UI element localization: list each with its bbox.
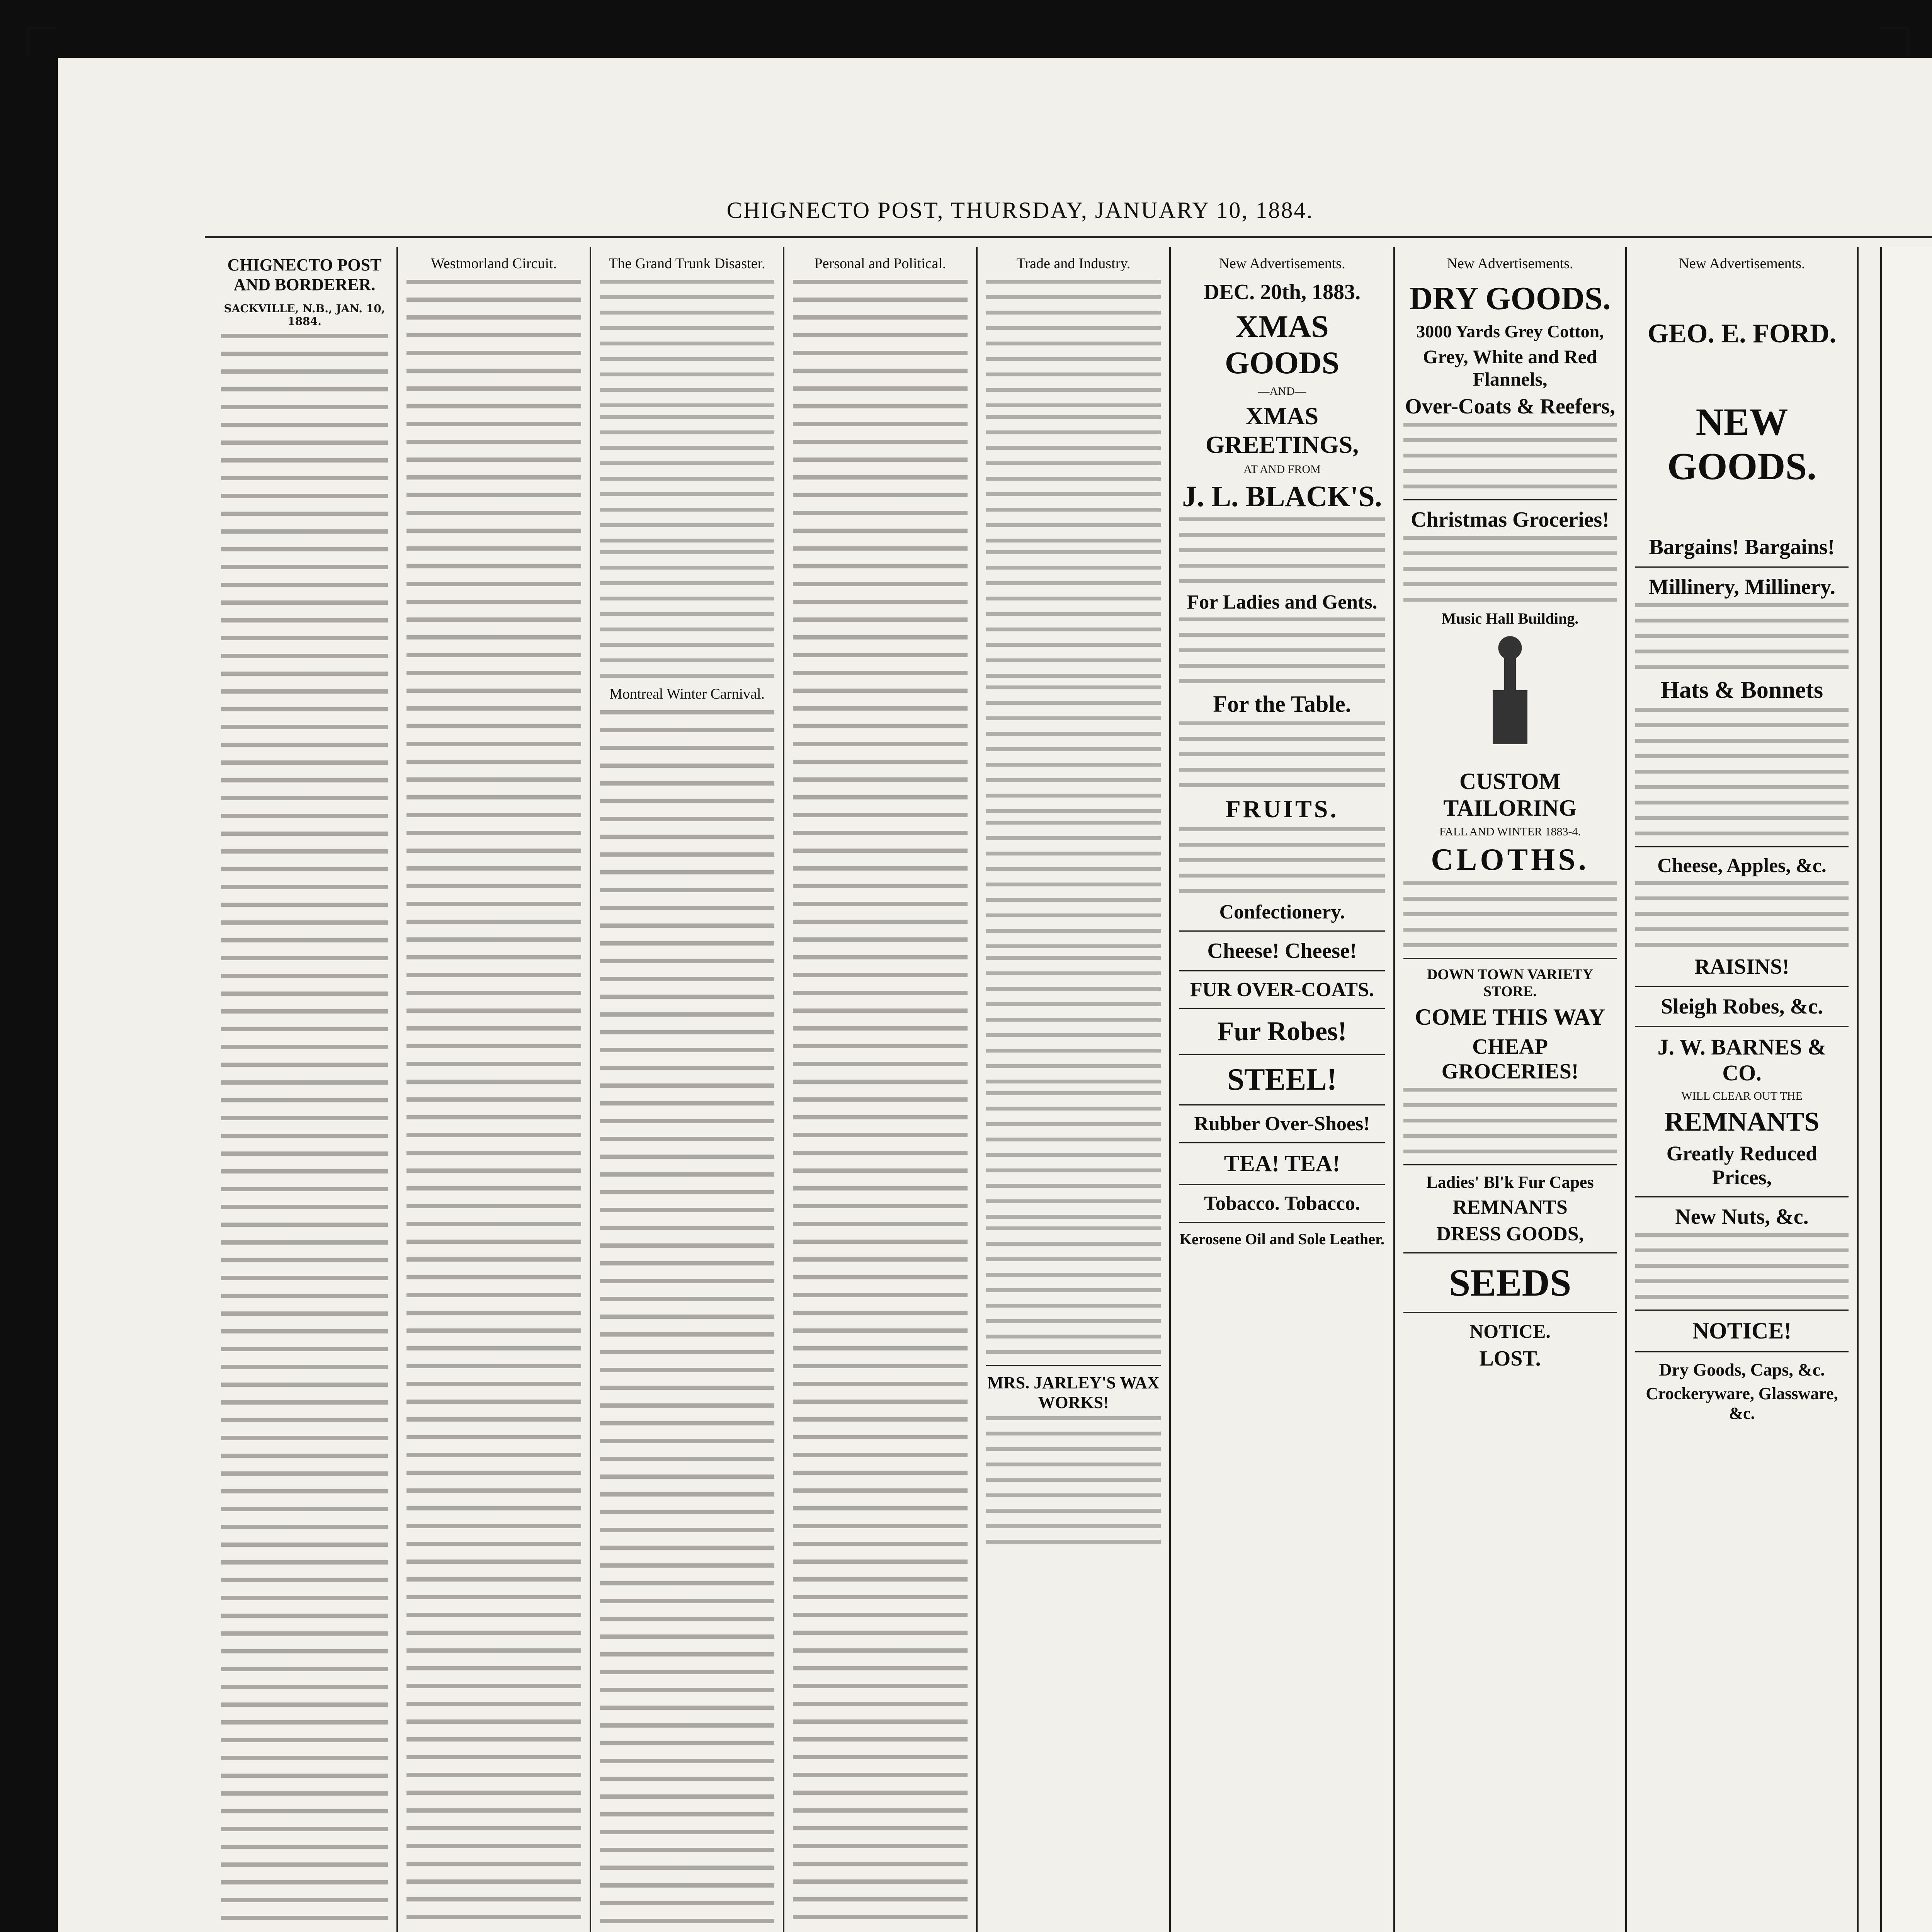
divider <box>1635 986 1849 987</box>
ad-text: WILL CLEAR OUT THE <box>1681 1090 1803 1102</box>
divider <box>1179 1104 1385 1105</box>
ad-headline: NOTICE. <box>1469 1320 1551 1342</box>
ad-headline: Crockeryware, Glassware, &c. <box>1646 1384 1838 1423</box>
ad-headline: FUR OVER-COATS. <box>1190 979 1374 1001</box>
column-circuit <box>398 247 591 1932</box>
ad-text <box>1179 617 1385 687</box>
ad-date: DEC. 20th, 1883. <box>1203 280 1361 304</box>
ad-headline: J. W. BARNES & CO. <box>1657 1034 1827 1085</box>
ad-headline: REMNANTS <box>1664 1107 1820 1137</box>
ad-headline: For the Table. <box>1213 691 1351 717</box>
ad-headline: DRESS GOODS, <box>1436 1223 1584 1245</box>
ad-headline: For Ladies and Gents. <box>1187 591 1378 613</box>
divider <box>1635 846 1849 847</box>
ad-headline: FRUITS. <box>1225 795 1339 823</box>
ad-headline: Dry Goods, Caps, &c. <box>1659 1360 1825 1379</box>
ad-headline: Bargains! Bargains! <box>1649 535 1835 559</box>
ad-headline: Greatly Reduced Prices, <box>1666 1142 1818 1189</box>
column-heading: New Advertisements. <box>1679 255 1805 272</box>
article-text <box>793 280 968 1932</box>
ad-headline: Sleigh Robes, &c. <box>1661 995 1823 1019</box>
article-text <box>986 1091 1161 1223</box>
ad-text <box>1403 881 1617 951</box>
divider <box>1179 930 1385 932</box>
ad-text <box>1179 517 1385 587</box>
divider <box>1635 1310 1849 1311</box>
article-text <box>986 956 1161 1087</box>
article-text <box>406 280 581 1932</box>
column-heading: Trade and Industry. <box>1016 255 1131 272</box>
ad-headline: Rubber Over-Shoes! <box>1194 1113 1370 1135</box>
crop-mark-top-left <box>27 27 57 57</box>
divider <box>1403 1312 1617 1313</box>
ad-text <box>1635 708 1849 839</box>
dateline: SACKVILLE, N.B., JAN. 10, 1884. <box>224 302 385 328</box>
divider <box>1635 1351 1849 1352</box>
article-text <box>221 334 388 1932</box>
article-text <box>600 280 774 411</box>
column-heading: New Advertisements. <box>1219 255 1345 272</box>
ad-headline: MRS. JARLEY'S WAX WORKS! <box>987 1373 1160 1412</box>
column-heading: The Grand Trunk Disaster. <box>609 255 765 272</box>
ad-headline: New Nuts, &c. <box>1675 1205 1809 1229</box>
divider <box>1635 566 1849 568</box>
ad-headline: Hats & Bonnets <box>1660 677 1823 703</box>
ad-headline: REMNANTS <box>1452 1196 1568 1218</box>
ad-headline: LOST. <box>1479 1347 1541 1371</box>
column-ads-2 <box>1395 247 1627 1932</box>
column-heading: Personal and Political. <box>814 255 946 272</box>
article-text <box>986 821 1161 952</box>
divider <box>1179 1184 1385 1185</box>
masthead: CHIGNECTO POST, THURSDAY, JANUARY 10, 1884. <box>726 197 1314 223</box>
ad-headline: DRY GOODS. <box>1409 281 1611 316</box>
ad-text <box>1403 1088 1617 1157</box>
ad-text: —AND— <box>1258 385 1306 398</box>
article-text <box>986 280 1161 411</box>
ad-headline: TEA! TEA! <box>1224 1151 1340 1176</box>
divider <box>1403 499 1617 500</box>
ad-text <box>1635 1233 1849 1303</box>
ad-text <box>1403 423 1617 492</box>
ad-headline: CHEAP GROCERIES! <box>1441 1035 1579 1083</box>
tailor-figure-illustration <box>1481 632 1539 764</box>
divider <box>1179 1054 1385 1055</box>
article-text <box>986 550 1161 682</box>
article-text <box>986 1226 1161 1358</box>
divider <box>1635 1196 1849 1197</box>
ad-text: AT AND FROM <box>1243 463 1321 476</box>
article-text <box>600 550 774 682</box>
ad-headline: NEW GOODS. <box>1667 400 1817 488</box>
ad-headline: Christmas Groceries! <box>1411 508 1609 532</box>
divider <box>1403 1252 1617 1253</box>
divider <box>1403 1164 1617 1165</box>
column-trade <box>978 247 1171 1932</box>
article-text <box>986 415 1161 546</box>
ad-text <box>1179 827 1385 897</box>
ad-store-name: J. L. BLACK'S. <box>1182 480 1382 513</box>
column-heading: New Advertisements. <box>1447 255 1573 272</box>
article-text <box>600 415 774 546</box>
ad-headline: Tobacco. Tobacco. <box>1204 1192 1361 1214</box>
section-heading: Montreal Winter Carnival. <box>609 686 765 702</box>
newspaper-page <box>58 58 1932 1932</box>
ad-headline: DOWN TOWN VARIETY STORE. <box>1427 966 1594 1000</box>
divider <box>1179 1142 1385 1143</box>
ad-headline: RAISINS! <box>1694 955 1789 979</box>
ad-headline: Cheese! Cheese! <box>1207 939 1357 963</box>
ad-headline: Kerosene Oil and Sole Leather. <box>1180 1230 1384 1248</box>
ad-headline: XMAS GREETINGS, <box>1205 402 1359 458</box>
divider <box>1179 1222 1385 1223</box>
ad-headline: SEEDS <box>1449 1261 1571 1304</box>
divider <box>986 1365 1161 1366</box>
ad-headline: XMAS GOODS <box>1225 309 1340 380</box>
ad-headline: NOTICE! <box>1692 1318 1792 1344</box>
column-grand-trunk <box>591 247 784 1932</box>
ad-headline: GEO. E. FORD. <box>1647 319 1837 349</box>
divider <box>1179 1008 1385 1009</box>
ad-headline: Millinery, Millinery. <box>1648 575 1835 599</box>
adjacent-page-edge <box>1880 247 1932 1932</box>
ad-headline: CUSTOM TAILORING <box>1443 769 1577 821</box>
crop-mark-top-right <box>1879 27 1910 57</box>
column-personal <box>784 247 978 1932</box>
column-heading: CHIGNECTO POST AND BORDERER. <box>227 255 382 294</box>
ad-headline: Fur Robes! <box>1217 1017 1347 1046</box>
ad-headline: Over-Coats & Reefers, <box>1405 395 1615 418</box>
ad-text: Music Hall Building. <box>1441 610 1579 627</box>
columns <box>213 247 1932 1932</box>
article-text <box>600 710 774 1932</box>
ad-text: FALL AND WINTER 1883-4. <box>1439 825 1581 838</box>
ad-text <box>1179 721 1385 791</box>
ad-headline: 3000 Yards Grey Cotton, <box>1416 321 1604 341</box>
ad-text <box>1635 881 1849 951</box>
ad-headline: CLOTHS. <box>1431 843 1589 877</box>
ad-text <box>1403 536 1617 605</box>
column-ads-3 <box>1627 247 1859 1932</box>
ad-headline: Confectionery. <box>1219 901 1345 923</box>
ad-headline: COME THIS WAY <box>1415 1004 1605 1030</box>
divider <box>1635 1026 1849 1027</box>
ad-headline: Cheese, Apples, &c. <box>1657 855 1827 877</box>
ad-headline: Ladies' Bl'k Fur Capes <box>1426 1173 1594 1192</box>
masthead-rule <box>205 236 1932 238</box>
column-editorial <box>213 247 398 1932</box>
article-text <box>986 685 1161 817</box>
column-ads-1 <box>1171 247 1395 1932</box>
ad-headline: STEEL! <box>1227 1063 1337 1097</box>
column-heading: Westmorland Circuit. <box>430 255 557 272</box>
divider <box>1403 958 1617 959</box>
ad-headline: Grey, White and Red Flannels, <box>1423 346 1597 390</box>
ad-text <box>1635 603 1849 673</box>
divider <box>1179 970 1385 971</box>
ad-text <box>986 1416 1161 1548</box>
